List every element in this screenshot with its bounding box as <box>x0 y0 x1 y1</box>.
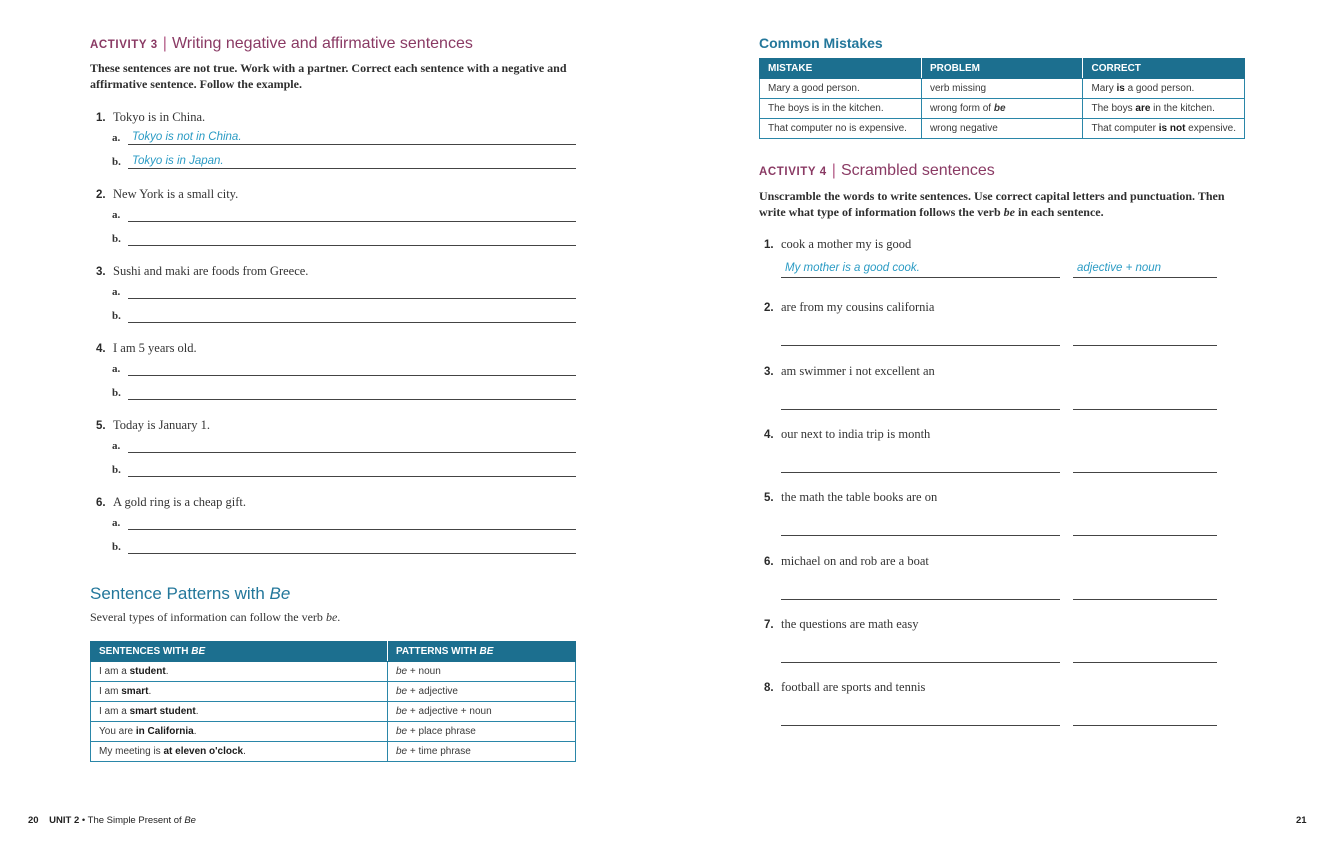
item-sentence: A gold ring is a cheap gift. <box>113 495 246 509</box>
scrambled-words: our next to india trip is month <box>781 427 931 441</box>
exercise-item <box>96 341 197 356</box>
sentence-bold: in California <box>135 726 194 737</box>
table-row <box>91 742 576 762</box>
pattern-italic: be <box>396 746 408 757</box>
item-number: 2. <box>764 302 774 314</box>
sentence-answer-line[interactable] <box>781 409 1060 410</box>
sentence-bold: at eleven o'clock <box>163 746 244 757</box>
item-letter: b. <box>112 156 121 168</box>
item-number: 4. <box>96 343 106 355</box>
pattern-rest: + adjective <box>407 686 458 697</box>
scrambled-words: football are sports and tennis <box>781 680 926 694</box>
sentence-cell <box>91 722 388 742</box>
sentence-cell <box>91 702 388 722</box>
correct-post: expensive. <box>1185 123 1236 134</box>
pattern-italic: be <box>396 686 408 697</box>
item-letter: b. <box>112 310 121 322</box>
chapter-italic: Be <box>184 815 196 826</box>
exercise-item <box>764 427 930 442</box>
problem-cell <box>921 99 1083 119</box>
header-italic: BE <box>479 646 494 657</box>
page-number: 20 <box>28 815 39 826</box>
answer-row-a <box>112 360 577 376</box>
pattern-answer-line[interactable] <box>1073 725 1217 726</box>
mistake-cell: The boys is in the kitchen. <box>760 99 922 119</box>
sentence-bold: student <box>129 666 166 677</box>
answer-line[interactable] <box>128 476 576 477</box>
scrambled-words: cook a mother my is good <box>781 237 912 251</box>
activity-4-heading <box>759 162 995 180</box>
sentence-bold: smart <box>121 686 149 697</box>
sentence-pre: I am <box>99 686 122 697</box>
answer-line[interactable] <box>128 245 576 246</box>
scrambled-words: michael on and rob are a boat <box>781 554 929 568</box>
scrambled-words: the math the table books are on <box>781 490 938 504</box>
exercise-item <box>96 495 246 510</box>
sentence-post: . <box>243 746 246 757</box>
item-number: 5. <box>764 492 774 504</box>
correct-pre: The boys <box>1091 103 1136 114</box>
sentence-post: . <box>165 666 169 677</box>
answer-line[interactable] <box>128 399 576 400</box>
answer-row-b <box>112 461 577 477</box>
pattern-answer-text[interactable]: adjective + noun <box>1077 262 1162 274</box>
header-patterns <box>388 642 576 662</box>
item-sentence: New York is a small city. <box>113 187 239 201</box>
desc-end: . <box>337 610 341 624</box>
left-page <box>0 0 666 850</box>
table-row <box>91 702 576 722</box>
answer-line[interactable] <box>128 322 576 323</box>
item-letter: b. <box>112 464 121 476</box>
item-letter: a. <box>112 132 121 144</box>
pattern-answer-line[interactable] <box>1073 277 1217 278</box>
exercise-item <box>764 364 935 379</box>
answer-line[interactable] <box>128 452 576 453</box>
pattern-answer-line[interactable] <box>1073 472 1217 473</box>
header-text: PATTERNS WITH <box>396 646 480 657</box>
pattern-rest: + noun <box>407 666 441 677</box>
item-number: 3. <box>764 366 774 378</box>
item-number: 6. <box>764 556 774 568</box>
right-page <box>667 0 1333 850</box>
sentence-patterns-table <box>90 641 576 762</box>
pattern-rest: + time phrase <box>407 746 471 757</box>
table-row <box>91 682 576 702</box>
activity-title: Scrambled sentences <box>840 162 995 179</box>
answer-line[interactable] <box>128 221 576 222</box>
problem-text: wrong negative <box>929 123 998 134</box>
answer-line[interactable] <box>128 529 576 530</box>
pattern-answer-line[interactable] <box>1073 599 1217 600</box>
pattern-answer-line[interactable] <box>1073 409 1217 410</box>
sentence-cell <box>91 662 388 682</box>
item-sentence: I am 5 years old. <box>113 341 197 355</box>
table-row <box>760 79 1245 99</box>
exercise-item <box>764 617 918 632</box>
sentence-pre: My meeting is <box>99 746 164 757</box>
instructions-end: in each sentence. <box>1014 204 1104 219</box>
correct-bold: is <box>1116 83 1125 94</box>
correct-cell <box>1083 119 1245 139</box>
correct-post: in the kitchen. <box>1150 103 1215 114</box>
answer-row-b <box>112 153 577 169</box>
sentence-post: . <box>148 686 152 697</box>
activity-4-instructions <box>759 189 1234 220</box>
sentence-answer-line[interactable] <box>781 535 1060 536</box>
activity-label: ACTIVITY 4 <box>759 166 827 178</box>
scrambled-words: the questions are math easy <box>781 617 919 631</box>
answer-line[interactable] <box>128 298 576 299</box>
correct-bold: are <box>1135 103 1151 114</box>
pattern-cell <box>388 722 576 742</box>
sentence-pre: I am a <box>99 706 130 717</box>
pattern-cell <box>388 702 576 722</box>
sentence-pre: I am a <box>99 666 130 677</box>
answer-row-b <box>112 307 577 323</box>
exercise-item <box>96 187 238 202</box>
problem-italic: be <box>993 103 1006 114</box>
exercise-item <box>764 680 925 695</box>
item-letter: a. <box>112 440 121 452</box>
title-text: Sentence Patterns with <box>90 584 270 603</box>
header-sentences <box>91 642 388 662</box>
chapter-title: The Simple Present of <box>87 815 185 826</box>
answer-line[interactable] <box>128 168 576 169</box>
sentence-cell <box>91 682 388 702</box>
pattern-rest: + place phrase <box>407 726 476 737</box>
answer-text[interactable]: Tokyo is not in China. <box>132 131 242 143</box>
answer-row-b <box>112 538 577 554</box>
answer-line[interactable] <box>128 553 576 554</box>
sentence-cell <box>91 742 388 762</box>
answer-row-a <box>112 206 577 222</box>
answer-row-b <box>112 230 577 246</box>
pattern-italic: be <box>396 666 408 677</box>
item-number: 5. <box>96 420 106 432</box>
item-number: 1. <box>96 112 106 124</box>
item-number: 7. <box>764 619 774 631</box>
exercise-item <box>96 264 308 279</box>
answer-row-b <box>112 384 577 400</box>
pattern-italic: be <box>396 706 408 717</box>
desc-italic: be <box>325 610 338 624</box>
pattern-cell <box>388 682 576 702</box>
item-number: 2. <box>96 189 106 201</box>
item-number: 1. <box>764 239 774 251</box>
answer-line[interactable] <box>128 375 576 376</box>
item-number: 8. <box>764 682 774 694</box>
answer-line[interactable] <box>128 144 576 145</box>
pattern-rest: + adjective + noun <box>407 706 492 717</box>
item-number: 4. <box>764 429 774 441</box>
header-problem: PROBLEM <box>921 59 1083 79</box>
answer-row-a <box>112 283 577 299</box>
footer-bullet: • <box>79 815 88 826</box>
item-letter: a. <box>112 209 121 221</box>
instructions-text: Unscramble the words to write sentences. Use correct capital letters and punctuation. Then write what type of information follows the verb <box>759 189 1225 219</box>
sentence-answer-line[interactable] <box>781 277 1060 278</box>
exercise-item <box>764 554 929 569</box>
problem-cell <box>921 119 1083 139</box>
item-letter: b. <box>112 387 121 399</box>
sentence-post: . <box>193 726 197 737</box>
table-body <box>91 662 576 762</box>
sentence-pre: You are <box>99 726 136 737</box>
header-italic: BE <box>191 646 206 657</box>
table-row <box>91 662 576 682</box>
sentence-post: . <box>195 706 199 717</box>
correct-cell <box>1083 99 1245 119</box>
answer-row-a <box>112 129 577 145</box>
unit-label: UNIT 2 <box>49 815 80 826</box>
page-number: 21 <box>1296 815 1307 826</box>
sentence-answer-line[interactable] <box>781 599 1060 600</box>
sentence-answer-line[interactable] <box>781 725 1060 726</box>
title-italic: Be <box>269 584 291 603</box>
table-row <box>760 119 1245 139</box>
sentence-answer-line[interactable] <box>781 345 1060 346</box>
activity-3-heading <box>90 35 473 53</box>
common-mistakes-table <box>759 58 1245 139</box>
activity-label: ACTIVITY 3 <box>90 39 158 51</box>
problem-cell <box>921 79 1083 99</box>
item-letter: a. <box>112 363 121 375</box>
right-footer <box>1296 815 1307 826</box>
correct-cell <box>1083 79 1245 99</box>
heading-separator: | <box>162 35 167 52</box>
correct-pre: Mary <box>1091 83 1117 94</box>
exercise-item <box>96 418 210 433</box>
answer-row-a <box>112 437 577 453</box>
item-number: 3. <box>96 266 106 278</box>
activity-3-instructions: These sentences are not true. Work with a partner. Correct each sentence with a negative and affirmative sentence. Follow the example. <box>90 61 567 91</box>
item-sentence: Sushi and maki are foods from Greece. <box>113 264 309 278</box>
instructions-italic: be <box>1003 204 1015 219</box>
pattern-answer-line[interactable] <box>1073 535 1217 536</box>
table-row <box>760 99 1245 119</box>
pattern-cell <box>388 742 576 762</box>
left-footer <box>28 815 196 826</box>
sentence-bold: smart student <box>129 706 196 717</box>
exercise-item <box>764 237 911 252</box>
table-header-row <box>760 59 1245 79</box>
table-row <box>91 722 576 742</box>
item-letter: b. <box>112 541 121 553</box>
sentence-answer-line[interactable] <box>781 662 1060 663</box>
item-letter: b. <box>112 233 121 245</box>
header-correct: CORRECT <box>1083 59 1245 79</box>
correct-pre: That computer <box>1091 123 1159 134</box>
header-mistake: MISTAKE <box>760 59 922 79</box>
desc-text: Several types of information can follow the verb <box>90 610 326 624</box>
common-mistakes-title: Common Mistakes <box>759 35 883 51</box>
pattern-answer-line[interactable] <box>1073 345 1217 346</box>
sentence-patterns-description <box>90 610 340 625</box>
item-sentence: Today is January 1. <box>113 418 211 432</box>
problem-text: wrong form of <box>929 103 994 114</box>
correct-bold: is not <box>1158 123 1186 134</box>
exercise-item <box>764 300 934 315</box>
answer-row-a <box>112 514 577 530</box>
item-letter: a. <box>112 517 121 529</box>
sentence-answer-line[interactable] <box>781 472 1060 473</box>
exercise-item <box>764 490 937 505</box>
exercise-item <box>96 110 205 125</box>
scrambled-words: are from my cousins california <box>781 300 935 314</box>
heading-separator: | <box>831 162 836 179</box>
item-number: 6. <box>96 497 106 509</box>
sentence-answer-text[interactable]: My mother is a good cook. <box>785 262 920 274</box>
activity-title: Writing negative and affirmative sentences <box>171 35 473 52</box>
problem-text: verb missing <box>929 83 987 94</box>
mistake-cell: That computer no is expensive. <box>760 119 922 139</box>
pattern-cell <box>388 662 576 682</box>
pattern-italic: be <box>396 726 408 737</box>
table-body <box>760 79 1245 139</box>
table-header-row <box>91 642 576 662</box>
mistake-cell: Mary a good person. <box>760 79 922 99</box>
sentence-patterns-title <box>90 584 290 604</box>
answer-text[interactable]: Tokyo is in Japan. <box>132 155 224 167</box>
scrambled-words: am swimmer i not excellent an <box>781 364 935 378</box>
correct-post: a good person. <box>1124 83 1195 94</box>
pattern-answer-line[interactable] <box>1073 662 1217 663</box>
item-letter: a. <box>112 286 121 298</box>
header-text: SENTENCES WITH <box>99 646 192 657</box>
item-sentence: Tokyo is in China. <box>113 110 206 124</box>
